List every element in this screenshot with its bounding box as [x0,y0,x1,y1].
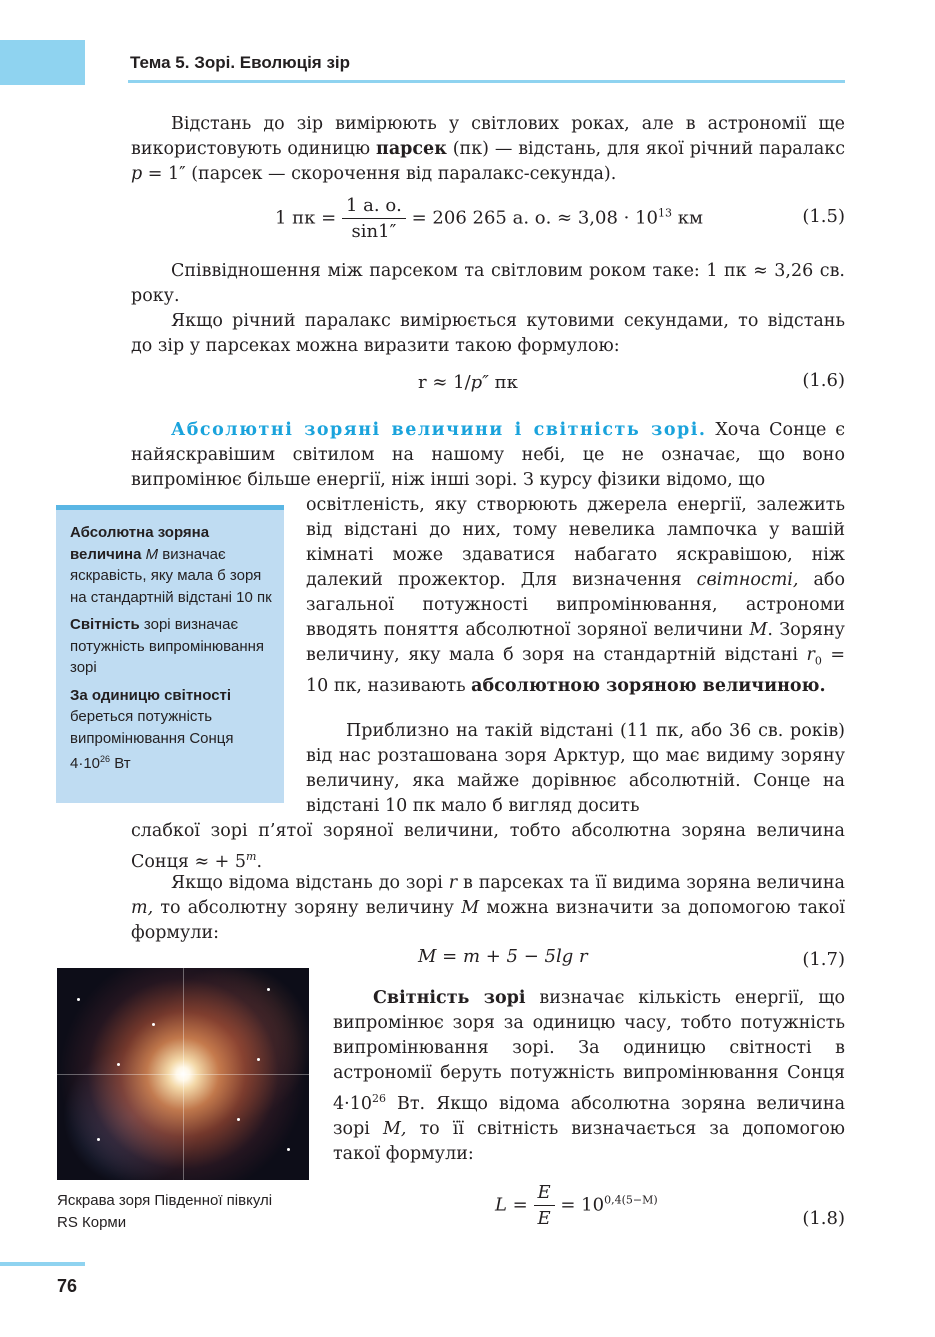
equation-1-5: 1 пк = $\frac{1 а. о.}{\sin 1''}$ = 206 265 а. о. ≈ $3,08 \cdot 10^{13}$ км [275,195,703,242]
equation-1-8: L = $\frac{E}{E}$ = $10^{0,4(5-M)}$ [495,1182,658,1229]
definition-sidebar [56,505,284,803]
sidebar-definition-luminosity: Світність зорі визначає потужність випромінювання зорі [70,616,265,676]
paragraph-arcturus: Приблизно на такій відстані (11 пк, або 36 св. років) від нас розташована зоря Арктур, що має видиму зоряну величину, яка майже дорівнює абсолютній. Сонце на відстані 10 пк мало б вигляд досить [306,721,845,816]
equation-1-6: r ≈ 1/p″ пк [418,372,518,393]
equation-number: (1.8) [802,1208,845,1229]
photo-caption: Яскрава зоря Південної півкулі RS Корми [57,1192,273,1231]
page-header-title: Тема 5. Зорі. Еволюція зір [130,53,351,72]
equation-number: (1.5) [802,206,845,227]
fraction: $\frac{1 а. о.}{\sin 1''}$ [342,193,406,244]
sidebar-definition-unit: За одиницю світності береться потужність випромінювання Сонця $4\cdot 10^{26}$ Вт [70,686,234,772]
paragraph-parsec-lightyear: Співвідношення між парсеком та світловим роком таке: 1 пк ≈ 3,26 св. року. [131,261,845,306]
paragraph-sun-magnitude: слабкої зорі п’ятої зоряної величини, тобто абсолютна зоряна величина Сонця ≈ + $5^m$. [131,821,845,872]
paragraph-parallax: Якщо річний паралакс вимірюється кутовими секундами, то відстань до зір у парсеках можна виразити такою формулою: [131,311,845,356]
paragraph-luminosity: Світність зорі визначає кількість енергії, що випромінює зоря за одиницю часу, тобто потужність випромінювання зорі. За одиницю світності в астрономії беруть потужність випромінювання Сонця $4\cdot 10^{26}$ Вт. Якщо відома абсолютна зоряна величина зорі M, то її світність визначається за допомогою такої формули: [333,988,846,1164]
sidebar-definition-magnitude: Абсолютна зоряна величина M визначає яскравість, яку мала б зоря на стандартній відстані 10 пк [70,524,272,606]
equation-1-7: M = m + 5 − 5lg r [418,946,588,967]
paragraph-parsec: Відстань до зір вимірюють у світлових роках, але в астрономії ще використовують одиницю парсек (пк) — відстань, для якої річний паралакс p = 1″ (парсек — скорочення від паралакс-секунда). [131,114,846,184]
fraction: $\frac{E}{E}$ [534,1180,555,1231]
equation-number: (1.7) [802,949,845,970]
paragraph-absolute-magnitude-intro: Абсолютні зоряні величини і світність зорі. Хоча Сонце є найяскравішим світилом на нашому небі, це не означає, що воно випромінює більше енергії, ніж інші зорі. З курсу фізики відомо, що [131,420,845,490]
page-number: 76 [57,1276,78,1296]
header-rule [128,80,845,83]
corner-tab [0,40,85,85]
section-heading: Абсолютні зоряні величини і світність зорі. [171,420,707,440]
paragraph-luminosity-definition: освітленість, яку створюють джерела енергії, залежить від відстані до них, тому невелика лампочка у вашій кімнаті може здаватися набагато яскравішою, ніж далекий прожектор. Для визначення світності, або загальної потужності випромінювання, астрономи вводять поняття абсолютної зоряної величини M. Зоряну величину, яку мала б зоря на стандартній відстані $r_0 = 10$ пк, називають абсолютною зоряною величиною. [306,495,845,696]
footer-rule [0,1262,85,1266]
star-photo [57,968,309,1180]
paragraph-magnitude-formula: Якщо відома відстань до зорі r в парсеках та її видима зоряна величина m, то абсолютну зоряну величину M можна визначити за допомогою такої формули: [131,873,846,943]
equation-number: (1.6) [802,370,845,391]
